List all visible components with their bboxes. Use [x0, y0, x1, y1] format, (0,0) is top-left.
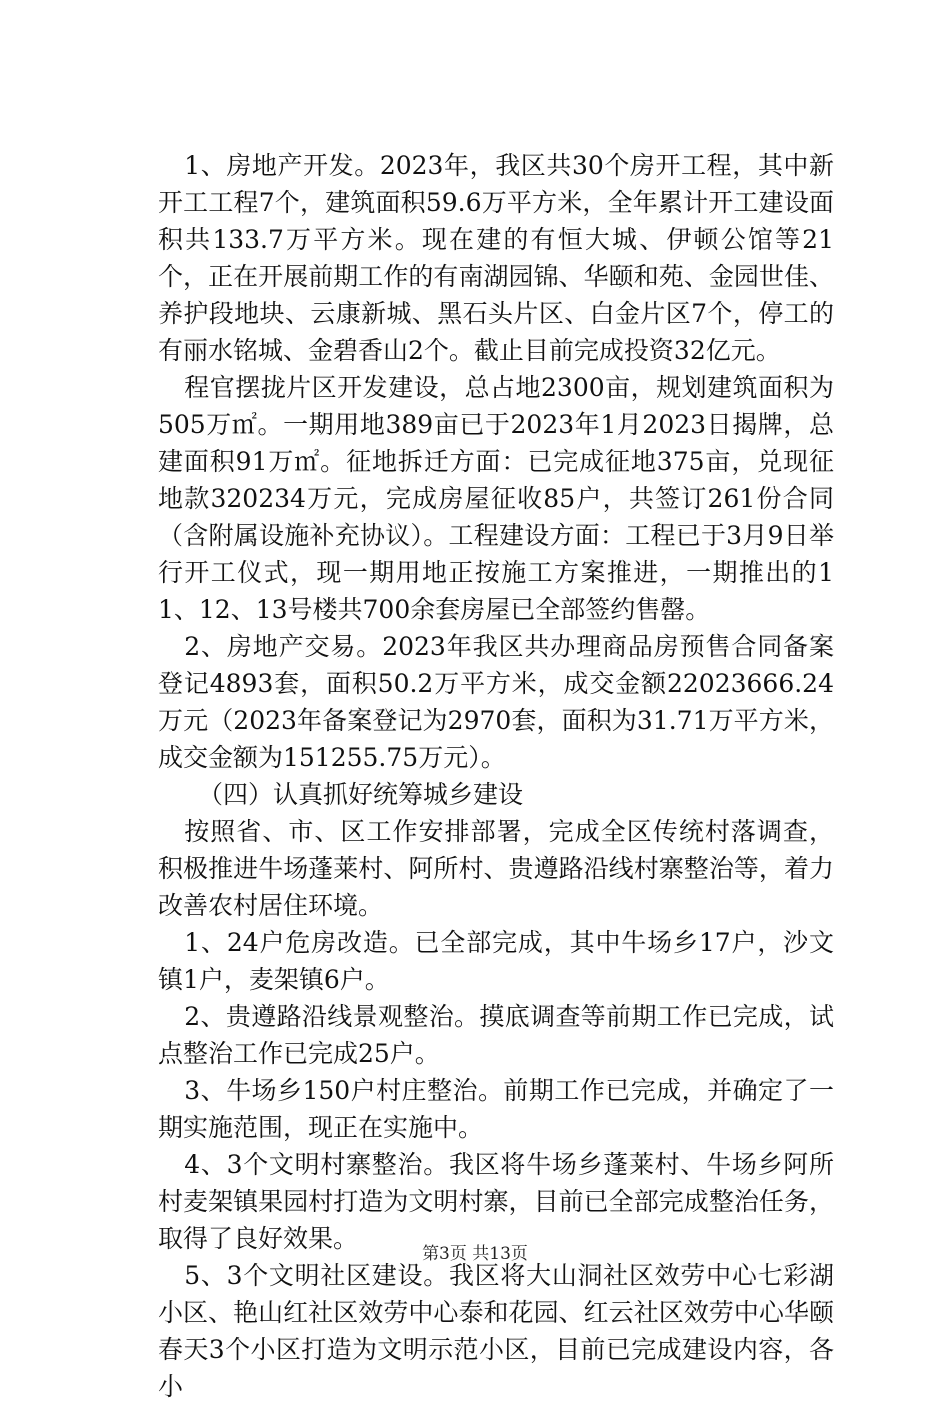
paragraph-roadside-landscape: 2、贵遵路沿线景观整治。摸底调查等前期工作已完成，试点整治工作已完成25户。	[158, 1002, 834, 1068]
paragraph-dangerous-housing: 1、24户危房改造。已全部完成，其中牛场乡17户，沙文镇1户，麦架镇6户。	[158, 928, 834, 994]
section-heading-urban-rural: （四）认真抓好统筹城乡建设	[198, 780, 524, 809]
paragraph-real-estate-transactions: 2、房地产交易。2023年我区共办理商品房预售合同备案登记4893套，面积50.2万平方米，成交金额22023666.24万元（2023年备案登记为2970套，面积为31.71万平方米，成交金额为151255.75万元）。	[158, 632, 834, 772]
paragraph-civilized-villages: 4、3个文明村寨整治。我区将牛场乡蓬莱村、牛场乡阿所村麦架镇果园村打造为文明村寨，目前已全部完成整治任务，取得了良好效果。	[158, 1150, 834, 1253]
paragraph-real-estate-development: 1、房地产开发。2023年，我区共30个房开工程，其中新开工工程7个，建筑面积59.6万平方米，全年累计开工建设面积共133.7万平方米。现在建的有恒大城、伊顿公馆等21个，正在开展前期工作的有南湖园锦、华颐和苑、金园世佳、养护段地块、云康新城、黑石头片区、白金片区7个，停工的有丽水铭城、金碧香山2个。截止目前完成投资32亿元。	[158, 151, 834, 365]
document-body	[158, 147, 834, 1405]
paragraph-civilized-communities: 5、3个文明社区建设。我区将大山洞社区效劳中心七彩湖小区、艳山红社区效劳中心泰和花园、红云社区效劳中心华颐春天3个小区打造为文明示范小区，目前已完成建设内容，各小	[158, 1261, 834, 1401]
paragraph-rural-overview: 按照省、市、区工作安排部署，完成全区传统村落调查，积极推进牛场蓬莱村、阿所村、贵遵路沿线村寨整治等，着力改善农村居住环境。	[158, 817, 834, 920]
page-number-footer: 第3页 共13页	[422, 1244, 528, 1264]
paragraph-village-renovation: 3、牛场乡150户村庄整治。前期工作已完成，并确定了一期实施范围，现正在实施中。	[158, 1076, 834, 1142]
paragraph-chengguan-district: 程官摆拢片区开发建设，总占地2300亩，规划建筑面积为505万㎡。一期用地389亩已于2023年1月2023日揭牌，总建面积91万㎡。征地拆迁方面：已完成征地375亩，兑现征地款320234万元，完成房屋征收85户，共签订261份合同（含附属设施补充协议）。工程建设方面：工程已于3月9日举行开工仪式，现一期用地正按施工方案推进，一期推出的11、12、13号楼共700余套房屋已全部签约售罄。	[158, 373, 834, 624]
